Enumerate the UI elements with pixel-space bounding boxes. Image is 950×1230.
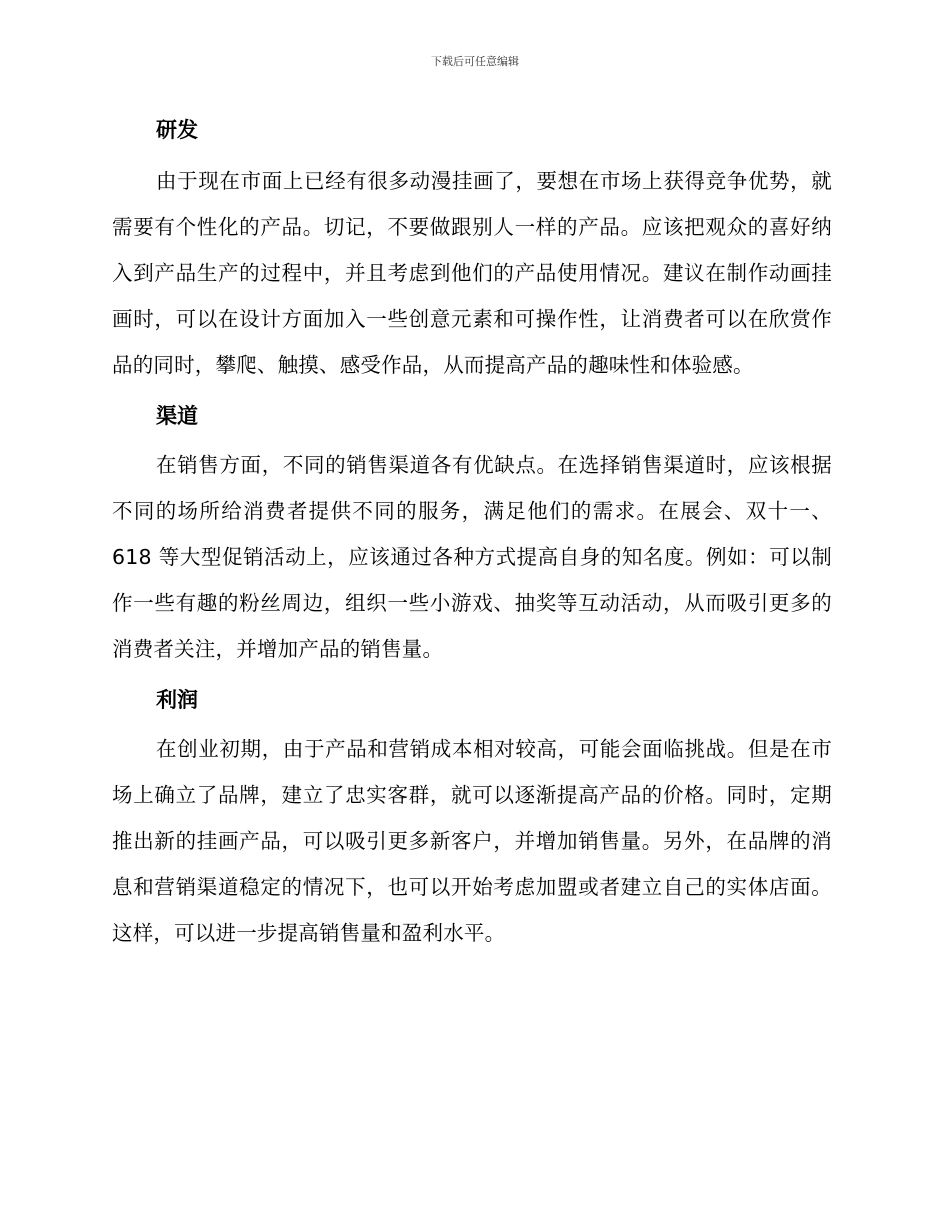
section-paragraph: 由于现在市面上已经有很多动漫挂画了，要想在市场上获得竞争优势，就需要有个性化的产品。切记，不要做跟别人一样的产品。应该把观众的喜好纳入到产品生产的过程中，并且考虑到他们的产品使用情况。建议在制作动画挂画时，可以在设计方面加入一些创意元素和可操作性，让消费者可以在欣赏作品的同时，攀爬、触摸、感受作品，从而提高产品的趣味性和体验感。 — [112, 169, 832, 377]
section-heading: 研发 — [156, 118, 198, 142]
document-body — [112, 108, 832, 956]
section-channel — [112, 394, 832, 672]
section-paragraph: 在创业初期，由于产品和营销成本相对较高，可能会面临挑战。但是在市场上确立了品牌，建立了忠实客群，就可以逐渐提高产品的价格。同时，定期推出新的挂画产品，可以吸引更多新客户，并增加销售量。另外，在品牌的消息和营销渠道稳定的情况下，也可以开始考虑加盟或者建立自己的实体店面。这样，可以进一步提高销售量和盈利水平。 — [112, 737, 832, 945]
section-heading: 渠道 — [156, 404, 198, 428]
page-header: 下载后可任意编辑 — [431, 55, 519, 68]
section-paragraph: 在销售方面，不同的销售渠道各有优缺点。在选择销售渠道时，应该根据不同的场所给消费者提供不同的服务，满足他们的需求。在展会、双十一、618 等大型促销活动上，应该通过各种方式提高自身的知名度。例如：可以制作一些有趣的粉丝周边，组织一些小游戏、抽奖等互动活动，从而吸引更多的消费者关注，并增加产品的销售量。 — [112, 453, 832, 661]
section-profit — [112, 678, 832, 956]
section-heading: 利润 — [156, 688, 198, 712]
section-research — [112, 108, 832, 388]
